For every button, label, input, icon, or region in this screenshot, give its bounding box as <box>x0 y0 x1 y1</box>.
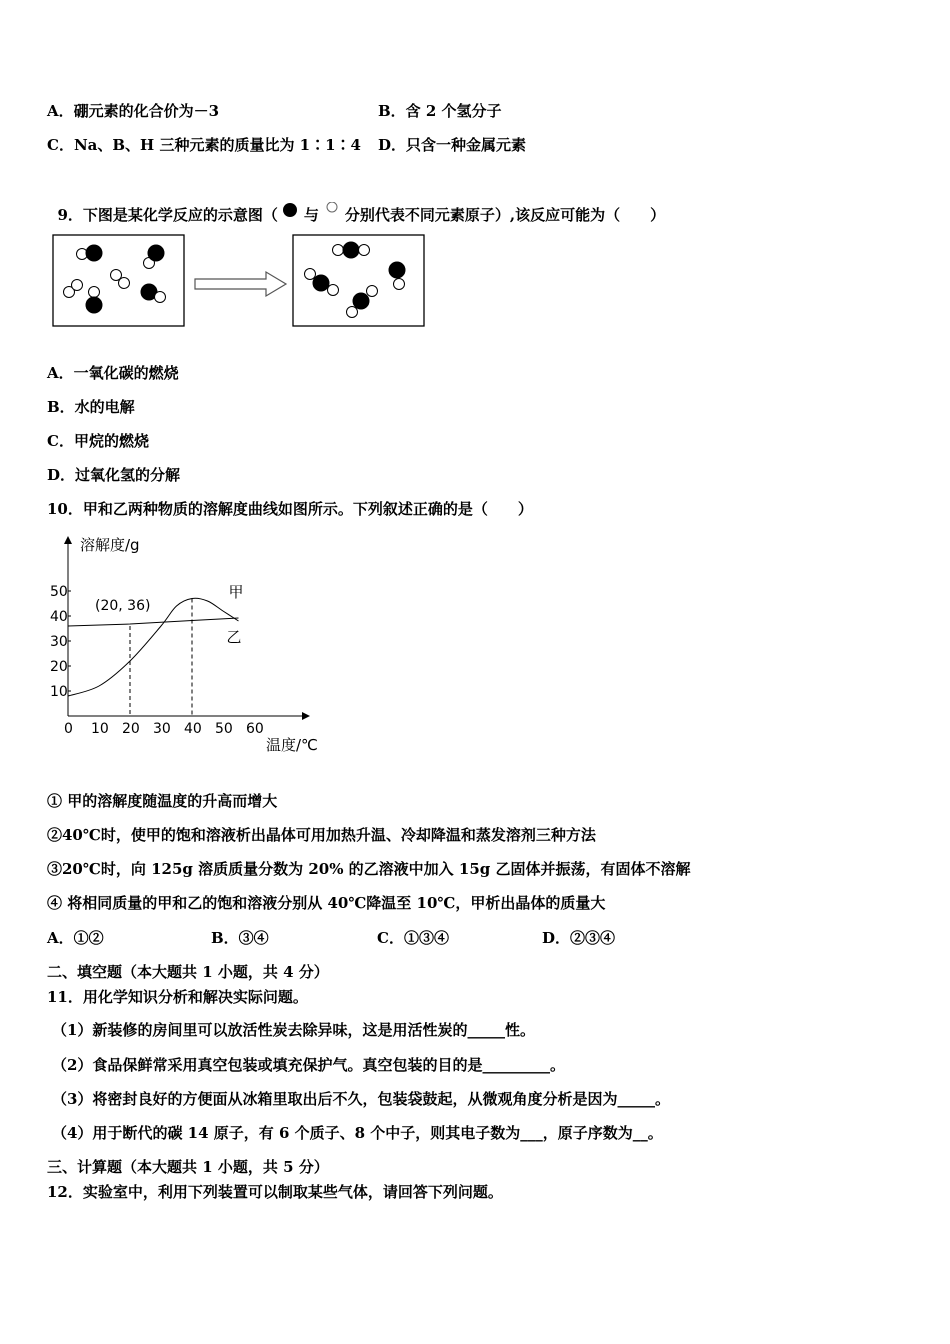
black-atom-icon <box>280 202 302 224</box>
q10-option-d: D．②③④ <box>542 929 616 947</box>
x-tick-label: 20 <box>122 721 140 737</box>
q9-stem-part2: 与 <box>303 206 319 224</box>
q9-stem-part1: 9．下图是某化学反应的示意图（ <box>57 206 278 224</box>
q9-option-b: B．水的电解 <box>47 398 135 416</box>
series-label: 乙 <box>226 628 242 646</box>
q11-part-3: （3）将密封良好的方便面从冰箱里取出后不久，包装袋鼓起，从微观角度分析是因为_____。 <box>52 1090 670 1108</box>
q8-option-a: A．硼元素的化合价为－3 <box>47 102 220 120</box>
y-axis-label: 溶解度/g <box>80 536 140 554</box>
x-tick-label: 40 <box>184 721 202 737</box>
q11-part-1: （1）新装修的房间里可以放活性炭去除异味，这是用活性炭的_____性。 <box>52 1021 535 1039</box>
white-atom-icon <box>321 202 343 224</box>
y-tick-label: 50 <box>50 584 68 600</box>
q10-stem: 10．甲和乙两种物质的溶解度曲线如图所示。下列叙述正确的是（ ） <box>47 500 533 518</box>
q10-option-b: B．③④ <box>211 929 269 947</box>
q9-stem-part3: 分别代表不同元素原子）,该反应可能为（ ） <box>344 206 666 224</box>
y-tick-label: 10 <box>50 684 68 700</box>
section-2-heading: 二、填空题（本大题共 1 小题，共 4 分） <box>47 963 329 981</box>
x-tick-label: 0 <box>64 721 73 737</box>
q10-statement-2: ②40℃时，使甲的饱和溶液析出晶体可用加热升温、冷却降温和蒸发溶剂三种方法 <box>47 826 596 844</box>
reactants-box <box>53 235 184 326</box>
q8-option-b: B．含 2 个氢分子 <box>378 102 502 120</box>
q10-statement-3: ③20℃时，向 125g 溶质质量分数为 20% 的乙溶液中加入 15g 乙固体并振荡，有固体不溶解 <box>47 860 691 878</box>
series-label: 甲 <box>228 583 244 601</box>
q10-option-c: C．①③④ <box>377 929 449 947</box>
section-3-heading: 三、计算题（本大题共 1 小题，共 5 分） <box>47 1158 329 1176</box>
q10-statement-1: ① 甲的溶解度随温度的升高而增大 <box>47 792 278 810</box>
series-line-jia <box>68 598 239 696</box>
reaction-diagram <box>45 228 435 333</box>
x-tick-label: 10 <box>91 721 109 737</box>
q10-option-a: A．①② <box>47 929 104 947</box>
y-tick-label: 30 <box>50 634 68 650</box>
solubility-chart <box>40 528 340 758</box>
y-tick-label: 40 <box>50 609 68 625</box>
x-tick-label: 50 <box>215 721 233 737</box>
x-axis-label: 温度/℃ <box>266 736 318 754</box>
y-tick-label: 20 <box>50 659 68 675</box>
q9-option-c: C．甲烷的燃烧 <box>47 432 149 450</box>
q9-option-a: A．一氧化碳的燃烧 <box>47 364 179 382</box>
q12-stem: 12．实验室中，利用下列装置可以制取某些气体，请回答下列问题。 <box>47 1183 503 1201</box>
q8-option-c: C．Na、B、H 三种元素的质量比为 1∶1∶4 <box>47 136 361 154</box>
q9-stem <box>47 182 665 225</box>
q11-part-2: （2）食品保鲜常采用真空包装或填充保护气。真空包装的目的是_________。 <box>52 1056 565 1074</box>
x-tick-label: 60 <box>246 721 264 737</box>
q11-part-4: （4）用于断代的碳 14 原子，有 6 个质子、8 个中子，则其电子数为___，原子序数为__。 <box>52 1124 663 1142</box>
x-tick-label: 30 <box>153 721 171 737</box>
point-annotation: (20, 36) <box>95 598 151 614</box>
q11-stem: 11．用化学知识分析和解决实际问题。 <box>47 988 308 1006</box>
reaction-arrow <box>195 272 286 296</box>
q8-option-d: D．只含一种金属元素 <box>378 136 527 154</box>
series-line-yi <box>68 618 239 626</box>
q9-option-d: D．过氧化氢的分解 <box>47 466 181 484</box>
q10-statement-4: ④ 将相同质量的甲和乙的饱和溶液分别从 40℃降温至 10℃，甲析出晶体的质量大 <box>47 894 606 912</box>
